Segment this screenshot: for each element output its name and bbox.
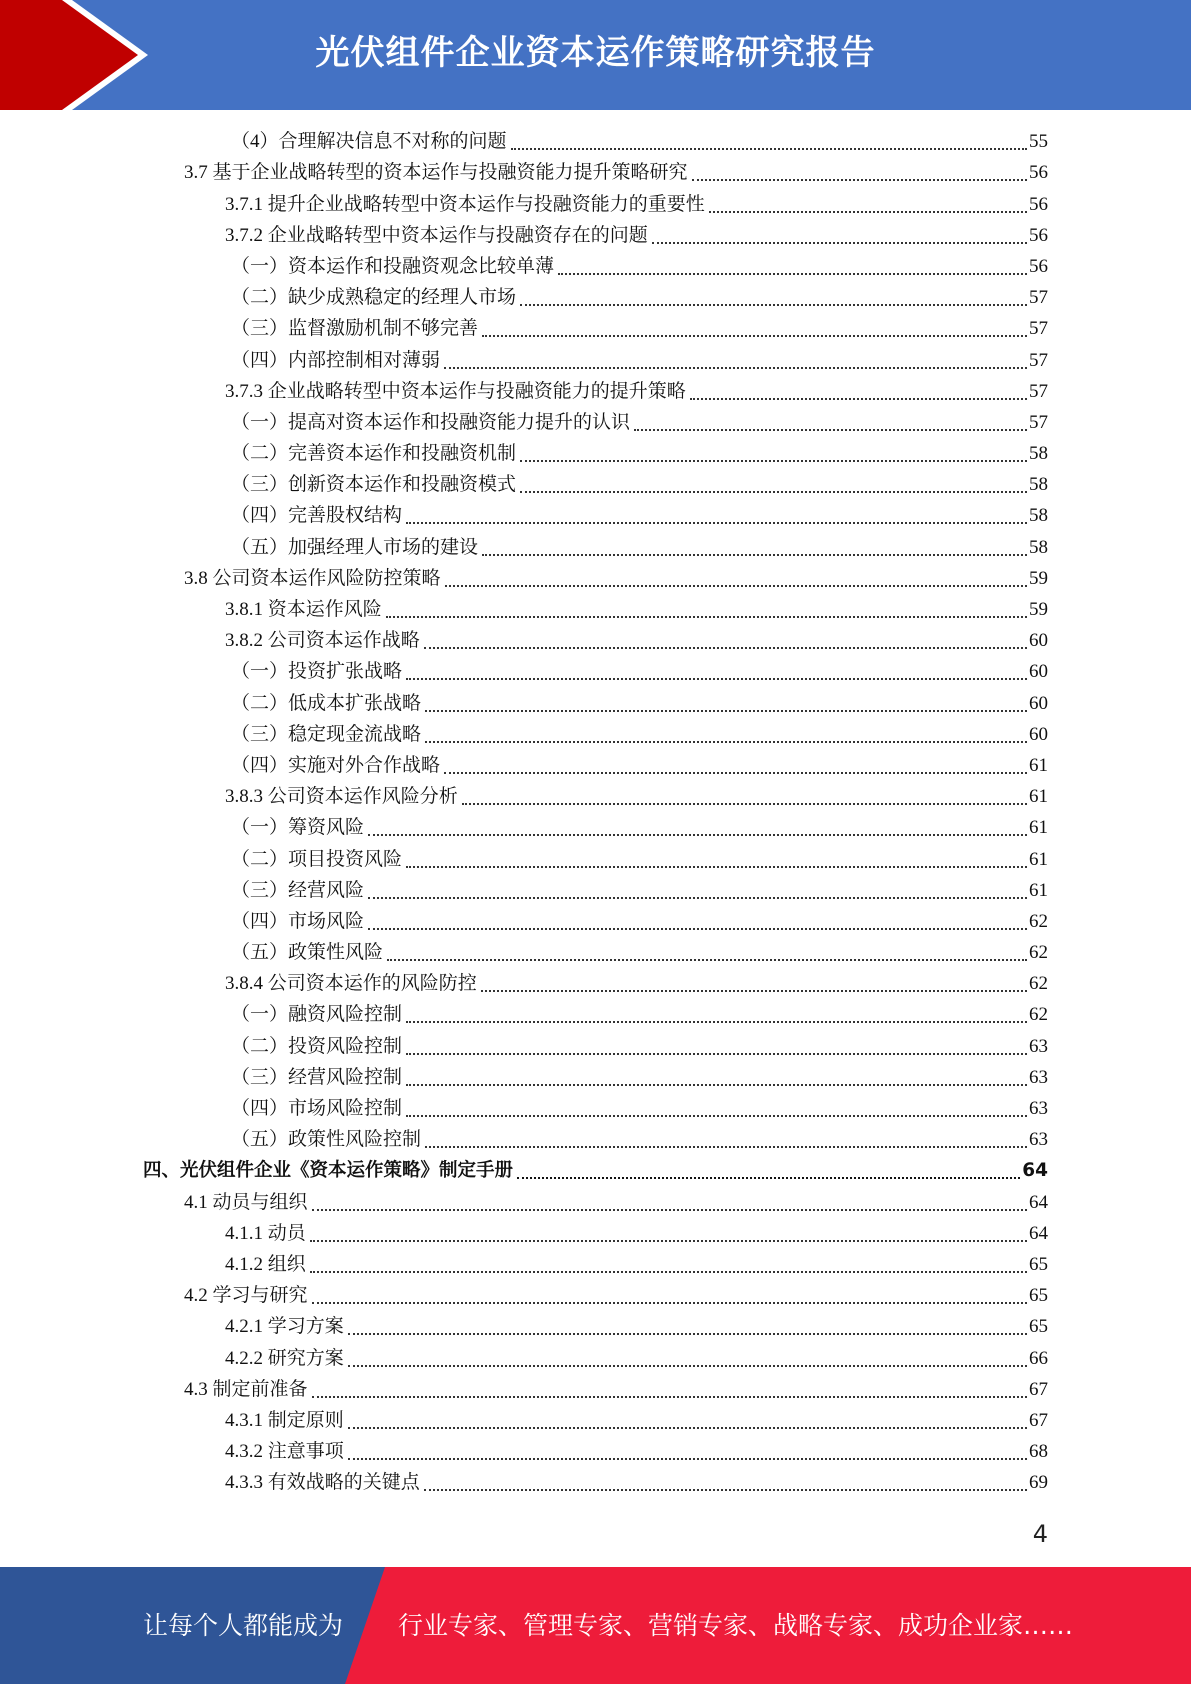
toc-entry[interactable] bbox=[0, 626, 1191, 657]
toc-dot-leader bbox=[406, 865, 1027, 868]
toc-entry-page: 57 bbox=[1029, 349, 1048, 371]
toc-entry-title: 3.8.4 公司资本运作的风险防控 bbox=[225, 973, 477, 995]
toc-entry-page: 57 bbox=[1029, 411, 1048, 433]
toc-dot-leader bbox=[348, 1364, 1027, 1367]
toc-entry[interactable] bbox=[0, 1187, 1191, 1218]
toc-entry-title: 3.7.3 企业战略转型中资本运作与投融资能力的提升策略 bbox=[225, 380, 686, 402]
toc-entry-page: 64 bbox=[1029, 1191, 1048, 1213]
toc-entry-title: 4.3.1 制定原则 bbox=[225, 1409, 344, 1431]
toc-entry[interactable] bbox=[0, 938, 1191, 969]
toc-dot-leader bbox=[425, 709, 1027, 712]
toc-entry-title: （五）政策性风险 bbox=[231, 942, 384, 964]
toc-entry[interactable] bbox=[0, 751, 1191, 782]
toc-dot-leader bbox=[482, 553, 1027, 556]
toc-dot-leader bbox=[312, 1395, 1027, 1398]
toc-entry-page: 57 bbox=[1029, 287, 1048, 309]
toc-dot-leader bbox=[520, 303, 1027, 306]
toc-dot-leader bbox=[348, 1332, 1027, 1335]
toc-entry[interactable] bbox=[0, 1406, 1191, 1437]
toc-entry-title: 4.2.1 学习方案 bbox=[225, 1316, 344, 1338]
toc-entry-page: 56 bbox=[1029, 255, 1048, 277]
toc-entry-page: 65 bbox=[1029, 1253, 1048, 1275]
toc-entry-page: 56 bbox=[1029, 162, 1048, 184]
toc-entry[interactable] bbox=[0, 1094, 1191, 1125]
toc-entry-page: 62 bbox=[1029, 973, 1048, 995]
toc-entry-page: 61 bbox=[1029, 879, 1048, 901]
toc-entry[interactable] bbox=[0, 377, 1191, 408]
toc-entry[interactable] bbox=[0, 470, 1191, 501]
toc-entry-page: 61 bbox=[1029, 754, 1048, 776]
toc-entry-title: （四）完善股权结构 bbox=[231, 505, 403, 527]
toc-dot-leader bbox=[386, 615, 1027, 618]
toc-dot-leader bbox=[690, 397, 1027, 400]
toc-entry[interactable] bbox=[0, 345, 1191, 376]
toc-entry[interactable] bbox=[0, 844, 1191, 875]
toc-dot-leader bbox=[444, 771, 1027, 774]
toc-entry[interactable] bbox=[0, 127, 1191, 158]
table-of-contents bbox=[0, 127, 1191, 1499]
toc-entry-title: （一）投资扩张战略 bbox=[231, 661, 403, 683]
toc-dot-leader bbox=[445, 584, 1027, 587]
toc-entry-title: 4.1.1 动员 bbox=[225, 1222, 306, 1244]
toc-entry-title: 3.8.1 资本运作风险 bbox=[225, 599, 382, 620]
toc-entry-title: （二）缺少成熟稳定的经理人市场 bbox=[231, 287, 517, 309]
toc-entry[interactable] bbox=[0, 189, 1191, 220]
toc-entry-title: （三）经营风险控制 bbox=[231, 1066, 403, 1088]
toc-entry-page: 67 bbox=[1029, 1378, 1048, 1400]
toc-entry-page: 61 bbox=[1029, 786, 1048, 808]
toc-entry-title: （四）市场风险控制 bbox=[231, 1098, 403, 1119]
toc-dot-leader bbox=[368, 927, 1027, 930]
toc-entry[interactable] bbox=[0, 720, 1191, 751]
toc-entry[interactable] bbox=[0, 1437, 1191, 1468]
toc-dot-leader bbox=[310, 1239, 1027, 1242]
toc-dot-leader bbox=[520, 490, 1027, 493]
toc-entry-title: 4.1.2 组织 bbox=[225, 1253, 306, 1275]
toc-entry-page: 60 bbox=[1029, 661, 1048, 683]
toc-dot-leader bbox=[709, 210, 1027, 213]
toc-entry-page: 61 bbox=[1029, 817, 1048, 839]
toc-entry-page: 63 bbox=[1029, 1066, 1048, 1088]
toc-entry-title: （一）提高对资本运作和投融资能力提升的认识 bbox=[231, 411, 631, 433]
toc-dot-leader bbox=[368, 896, 1027, 899]
toc-entry[interactable] bbox=[0, 907, 1191, 938]
toc-entry-title: （三）稳定现金流战略 bbox=[231, 723, 422, 745]
toc-dot-leader bbox=[406, 1052, 1027, 1055]
toc-entry-page: 68 bbox=[1029, 1441, 1048, 1463]
toc-entry-page: 60 bbox=[1029, 692, 1048, 714]
footer-slogan-right: 行业专家、管理专家、营销专家、战略专家、成功企业家…… bbox=[398, 1611, 1074, 1640]
toc-entry[interactable] bbox=[0, 408, 1191, 439]
toc-entry[interactable] bbox=[0, 1000, 1191, 1031]
header-banner bbox=[0, 0, 1191, 110]
toc-entry[interactable] bbox=[0, 688, 1191, 719]
toc-entry-page: 57 bbox=[1029, 318, 1048, 340]
toc-entry-title: 3.8.2 公司资本运作战略 bbox=[225, 630, 420, 652]
toc-entry[interactable] bbox=[0, 1468, 1191, 1499]
toc-entry-page: 65 bbox=[1029, 1316, 1048, 1338]
toc-entry[interactable] bbox=[0, 1343, 1191, 1374]
footer-slogan-left: 让每个人都能成为 bbox=[143, 1611, 344, 1640]
toc-entry-title: 4.1 动员与组织 bbox=[184, 1191, 308, 1213]
toc-entry-title: （四）实施对外合作战略 bbox=[231, 754, 441, 776]
toc-entry-page: 58 bbox=[1029, 505, 1048, 527]
toc-entry-page: 62 bbox=[1029, 942, 1048, 964]
toc-entry-title: （二）低成本扩张战略 bbox=[231, 692, 422, 714]
toc-dot-leader bbox=[424, 1488, 1027, 1491]
toc-entry-title: （二）完善资本运作和投融资机制 bbox=[231, 443, 517, 465]
toc-dot-leader bbox=[517, 1176, 1020, 1179]
toc-entry[interactable] bbox=[0, 876, 1191, 907]
toc-entry-title: （一）融资风险控制 bbox=[231, 1004, 403, 1026]
toc-entry[interactable] bbox=[0, 564, 1191, 595]
toc-entry[interactable] bbox=[0, 1312, 1191, 1343]
toc-dot-leader bbox=[511, 147, 1027, 150]
toc-entry-page: 61 bbox=[1029, 848, 1048, 870]
toc-entry[interactable] bbox=[0, 1125, 1191, 1156]
toc-entry[interactable] bbox=[0, 221, 1191, 252]
toc-entry-page: 55 bbox=[1029, 131, 1048, 153]
toc-dot-leader bbox=[348, 1426, 1027, 1429]
toc-entry-page: 69 bbox=[1029, 1472, 1048, 1494]
toc-entry-page: 59 bbox=[1029, 599, 1048, 620]
toc-entry-title: （五）政策性风险控制 bbox=[231, 1129, 422, 1151]
toc-entry[interactable] bbox=[0, 595, 1191, 626]
toc-entry[interactable] bbox=[0, 314, 1191, 345]
toc-dot-leader bbox=[652, 241, 1027, 244]
page-number: 4 bbox=[1032, 1520, 1048, 1548]
toc-entry-title: （四）内部控制相对薄弱 bbox=[231, 349, 441, 371]
toc-entry-title: 4.3.2 注意事项 bbox=[225, 1441, 344, 1463]
toc-entry-page: 57 bbox=[1029, 380, 1048, 402]
footer-banner bbox=[0, 1567, 1191, 1684]
toc-entry-page: 59 bbox=[1029, 567, 1048, 589]
toc-dot-leader bbox=[558, 272, 1027, 275]
toc-entry-title: （三）创新资本运作和投融资模式 bbox=[231, 474, 517, 496]
toc-entry[interactable] bbox=[0, 657, 1191, 688]
toc-entry-title: （三）经营风险 bbox=[231, 879, 365, 901]
toc-entry-title: 3.8 公司资本运作风险防控策略 bbox=[184, 567, 441, 589]
toc-entry-title: 3.8.3 公司资本运作风险分析 bbox=[225, 786, 458, 808]
toc-dot-leader bbox=[425, 1145, 1027, 1148]
toc-entry[interactable] bbox=[0, 1281, 1191, 1312]
toc-entry[interactable] bbox=[0, 1031, 1191, 1062]
toc-dot-leader bbox=[406, 1114, 1027, 1117]
toc-dot-leader bbox=[310, 1270, 1027, 1273]
toc-dot-leader bbox=[406, 521, 1027, 524]
toc-dot-leader bbox=[634, 428, 1027, 431]
toc-entry[interactable] bbox=[0, 252, 1191, 283]
toc-entry-title: （4）合理解决信息不对称的问题 bbox=[231, 131, 507, 153]
toc-entry-title: （二）投资风险控制 bbox=[231, 1035, 403, 1057]
toc-entry[interactable] bbox=[0, 969, 1191, 1000]
toc-entry[interactable] bbox=[0, 1156, 1191, 1187]
toc-entry-page: 66 bbox=[1029, 1347, 1048, 1369]
toc-entry-title: （一）资本运作和投融资观念比较单薄 bbox=[231, 255, 555, 277]
toc-entry[interactable] bbox=[0, 532, 1191, 563]
toc-entry-page: 63 bbox=[1029, 1098, 1048, 1119]
toc-entry-title: 3.7.2 企业战略转型中资本运作与投融资存在的问题 bbox=[225, 224, 648, 246]
toc-entry-page: 62 bbox=[1029, 910, 1048, 932]
toc-entry-title: （二）项目投资风险 bbox=[231, 848, 403, 870]
toc-entry-title: 3.7.1 提升企业战略转型中资本运作与投融资能力的重要性 bbox=[225, 193, 705, 215]
toc-dot-leader bbox=[520, 459, 1027, 462]
toc-dot-leader bbox=[406, 677, 1027, 680]
toc-dot-leader bbox=[406, 1020, 1027, 1023]
toc-entry-page: 60 bbox=[1029, 630, 1048, 652]
toc-dot-leader bbox=[312, 1301, 1027, 1304]
toc-entry-title: （一）筹资风险 bbox=[231, 817, 365, 839]
toc-entry-page: 58 bbox=[1029, 536, 1048, 558]
toc-entry-title: 4.3 制定前准备 bbox=[184, 1378, 308, 1400]
toc-dot-leader bbox=[424, 646, 1027, 649]
toc-entry-page: 60 bbox=[1029, 723, 1048, 745]
toc-dot-leader bbox=[481, 989, 1027, 992]
toc-entry-title: 四、光伏组件企业《资本运作策略》制定手册 bbox=[143, 1160, 514, 1182]
toc-dot-leader bbox=[368, 833, 1027, 836]
report-title: 光伏组件企业资本运作策略研究报告 bbox=[315, 33, 876, 73]
toc-entry-page: 64 bbox=[1029, 1222, 1048, 1244]
toc-dot-leader bbox=[425, 740, 1027, 743]
toc-entry[interactable] bbox=[0, 439, 1191, 470]
toc-entry-title: 4.2.2 研究方案 bbox=[225, 1347, 344, 1369]
toc-entry-page: 62 bbox=[1029, 1004, 1048, 1026]
toc-entry-title: 4.2 学习与研究 bbox=[184, 1285, 308, 1307]
toc-entry-page: 63 bbox=[1029, 1129, 1048, 1151]
toc-dot-leader bbox=[312, 1208, 1027, 1211]
toc-entry-title: （四）市场风险 bbox=[231, 910, 365, 932]
toc-entry-title: 4.3.3 有效战略的关键点 bbox=[225, 1472, 420, 1494]
toc-entry-page: 56 bbox=[1029, 224, 1048, 246]
toc-entry[interactable] bbox=[0, 501, 1191, 532]
toc-dot-leader bbox=[692, 178, 1027, 181]
toc-dot-leader bbox=[482, 334, 1027, 337]
toc-dot-leader bbox=[406, 1083, 1027, 1086]
toc-dot-leader bbox=[348, 1457, 1027, 1460]
toc-entry-title: （五）加强经理人市场的建设 bbox=[231, 536, 479, 558]
toc-entry[interactable] bbox=[0, 782, 1191, 813]
toc-entry-title: 3.7 基于企业战略转型的资本运作与投融资能力提升策略研究 bbox=[184, 162, 688, 184]
toc-entry[interactable] bbox=[0, 1219, 1191, 1250]
toc-entry-page: 63 bbox=[1029, 1035, 1048, 1057]
toc-entry[interactable] bbox=[0, 283, 1191, 314]
toc-entry-page: 67 bbox=[1029, 1409, 1048, 1431]
toc-entry-page: 64 bbox=[1022, 1160, 1048, 1182]
toc-dot-leader bbox=[387, 958, 1027, 961]
toc-entry[interactable] bbox=[0, 1063, 1191, 1094]
toc-entry-title: （三）监督激励机制不够完善 bbox=[231, 318, 479, 340]
toc-dot-leader bbox=[444, 366, 1027, 369]
toc-entry-page: 65 bbox=[1029, 1285, 1048, 1307]
toc-entry[interactable] bbox=[0, 1250, 1191, 1281]
toc-entry-page: 58 bbox=[1029, 474, 1048, 496]
toc-entry-page: 56 bbox=[1029, 193, 1048, 215]
toc-entry[interactable] bbox=[0, 1375, 1191, 1406]
toc-dot-leader bbox=[462, 802, 1027, 805]
toc-entry[interactable] bbox=[0, 813, 1191, 844]
toc-entry[interactable] bbox=[0, 158, 1191, 189]
toc-entry-page: 58 bbox=[1029, 443, 1048, 465]
